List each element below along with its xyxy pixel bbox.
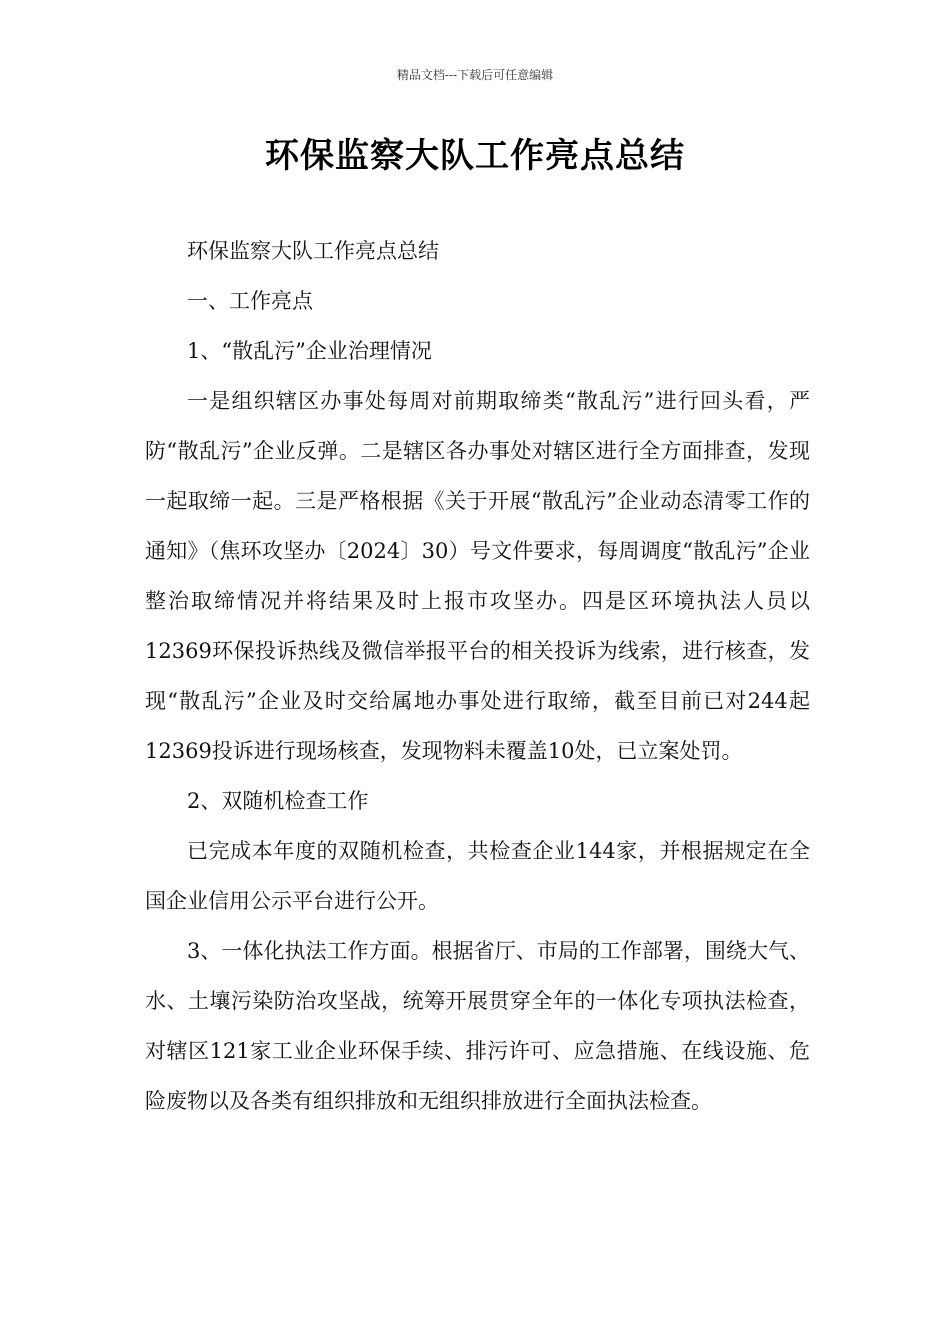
paragraph-subtitle: 环保监察大队工作亮点总结 — [187, 239, 439, 263]
subsection-heading-2: 2、双随机检查工作 — [187, 789, 369, 813]
document-title: 环保监察大队工作亮点总结 — [265, 136, 685, 176]
header-note: 精品文档---下载后可任意编辑 — [396, 68, 554, 82]
subsection-heading-1: 1、“散乱污”企业治理情况 — [187, 339, 432, 363]
document-body — [145, 226, 810, 1126]
paragraph-1: 一是组织辖区办事处每周对前期取缔类“散乱污”进行回头看，严防“散乱污”企业反弹。二是辖区各办事处对辖区进行全方面排查，发现一起取缔一起。三是严格根据《关于开展“散乱污”企业动态清零工作的通知》（焦环攻坚办〔2024〕30）号文件要求，每周调度“散乱污”企业整治取缔情况并将结果及时上报市攻坚办。四是区环境执法人员以12369环保投诉热线及微信举报平台的相关投诉为线索，进行核查，发现“散乱污”企业及时交给属地办事处进行取缔，截至目前已对244起12369投诉进行现场核查，发现物料未覆盖10处，已立案处罚。 — [145, 389, 810, 763]
paragraph-3: 3、一体化执法工作方面。根据省厅、市局的工作部署，围绕大气、水、土壤污染防治攻坚战，统筹开展贯穿全年的一体化专项执法检查，对辖区121家工业企业环保手续、排污许可、应急措施、在线设施、危险废物以及各类有组织排放和无组织排放进行全面执法检查。 — [145, 939, 810, 1113]
section-heading-highlights: 一、工作亮点 — [187, 289, 313, 313]
paragraph-2: 已完成本年度的双随机检查，共检查企业144家，并根据规定在全国企业信用公示平台进行公开。 — [145, 839, 810, 913]
